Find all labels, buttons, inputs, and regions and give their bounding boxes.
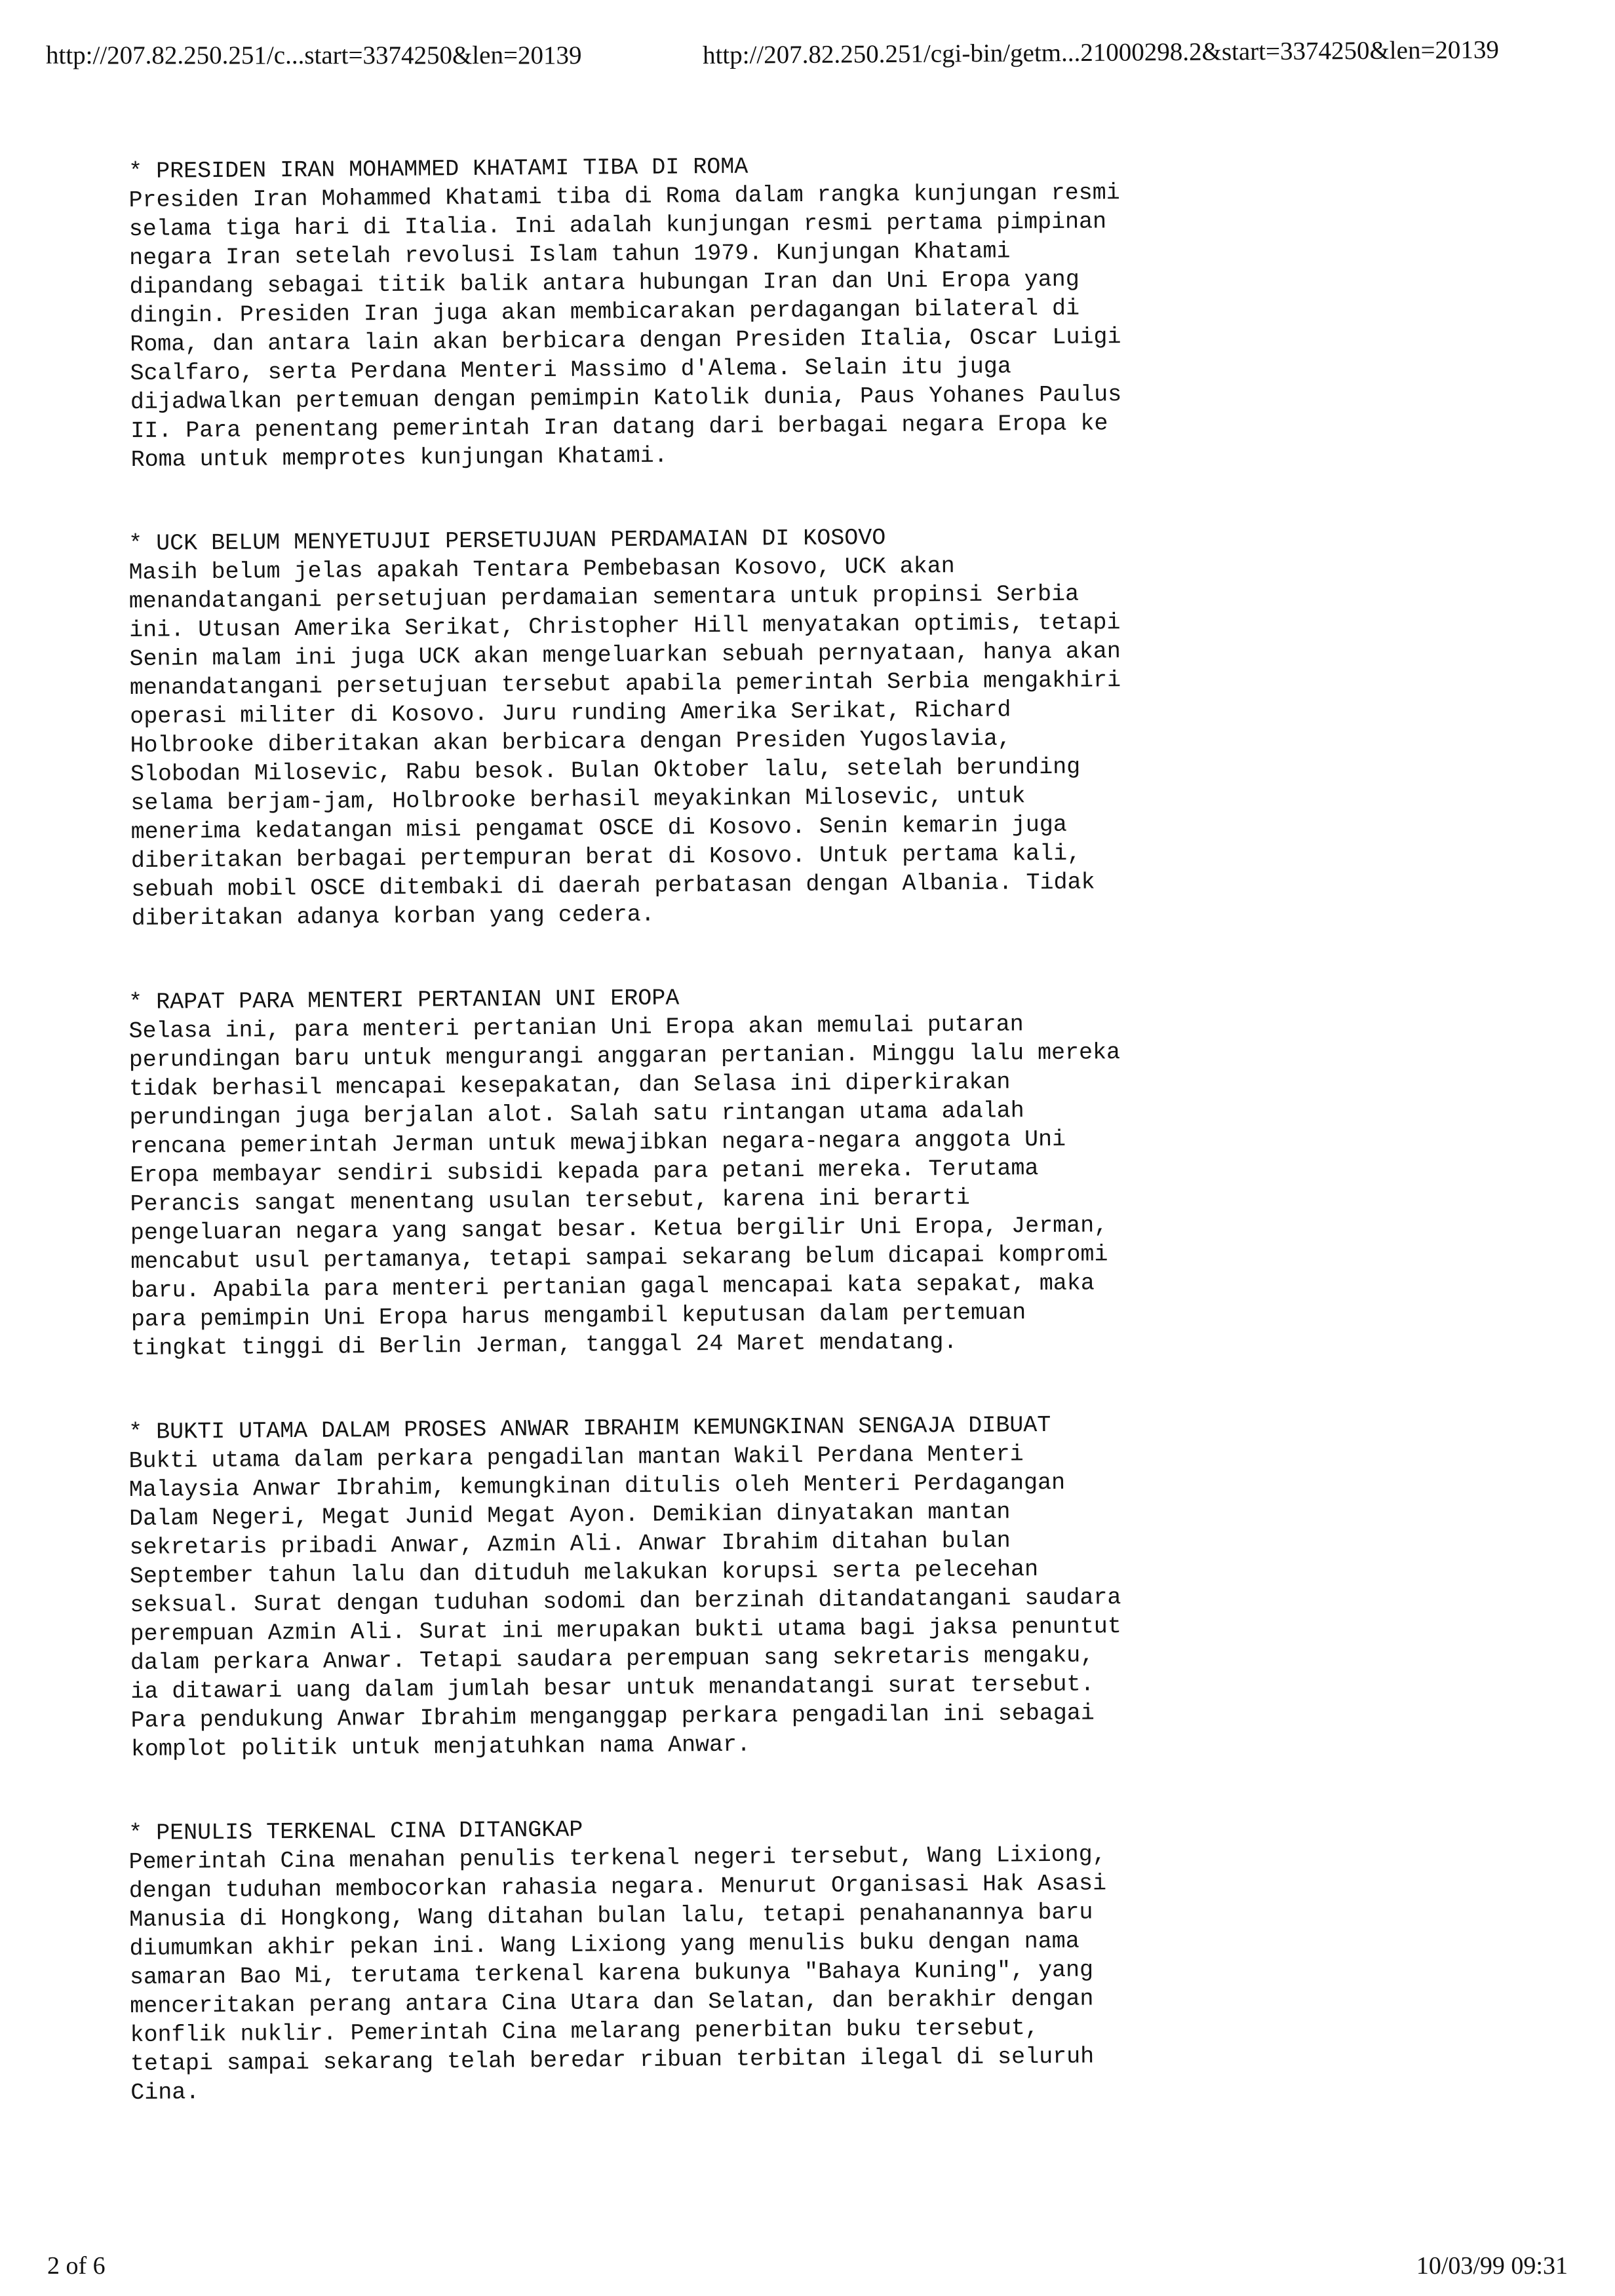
article-body: Bukti utama dalam perkara pengadilan mantan Wakil Perdana Menteri Malaysia Anwar Ibrahim, kemungkinan ditulis oleh Menteri Perdagangan Dalam Negeri, Megat Junid Megat Ayon. Demikian dinyatakan mantan sekretaris pribadi Anwar, Azmin Ali. Anwar Ibrahim ditahan bulan September tahun lalu dan dituduh melakukan korupsi serta pelecehan seksual. Surat dengan tuduhan sodomi dan berzinah ditandatangani saudara perempuan Azmin Ali. Surat ini merupakan bukti utama bagi jaksa penuntut dalam perkara Anwar. Tetapi saudara perempuan sang sekretaris mengaku, ia ditawari uang dalam jumlah besar untuk menandatangi surat tersebut. Para pendukung Anwar Ibrahim menganggap perkara pengadilan ini sebagai komplot politik untuk menjatuhkan nama Anwar.	[128, 1441, 1121, 1763]
article-khatami	[128, 147, 1363, 474]
article-body: Pemerintah Cina menahan penulis terkenal negeri tersebut, Wang Lixiong, dengan tuduhan membocorkan rahasia negara. Menurut Organisasi Hak Asasi Manusia di Hongkong, Wang ditahan bulan lalu, tetapi penahanannya baru diumumkan akhir pekan ini. Wang Lixiong yang menulis buku dengan nama samaran Bao Mi, terutama terkenal karena bukunya "Bahaya Kuning", yang menceritakan perang antara Cina Utara dan Selatan, dan berakhir dengan konflik nuklir. Pemerintah Cina melarang penerbitan buku tersebut, tetapi sampai sekarang telah beredar ribuan terbitan ilegal di seluruh Cina.	[128, 1841, 1107, 2106]
article-eu-agriculture	[128, 978, 1363, 1363]
header-url-left: http://207.82.250.251/c...start=3374250&len=20139	[46, 41, 582, 69]
article-anwar-ibrahim	[128, 1408, 1363, 1764]
article-list	[128, 153, 1361, 2107]
page-number: 2 of 6	[47, 2252, 106, 2280]
article-kosovo	[128, 520, 1364, 933]
article-title: * PRESIDEN IRAN MOHAMMED KHATAMI TIBA DI ROMA	[128, 153, 749, 185]
print-datetime: 10/03/99 09:31	[1416, 2252, 1568, 2280]
article-title: * UCK BELUM MENYETUJUI PERSETUJUAN PERDAMAIAN DI KOSOVO	[128, 524, 886, 557]
print-header	[46, 35, 1573, 73]
article-title: * PENULIS TERKENAL CINA DITANGKAP	[128, 1816, 583, 1846]
article-china-writer	[128, 1809, 1363, 2107]
article-body: Masih belum jelas apakah Tentara Pembebasan Kosovo, UCK akan menandatangani persetujuan perdamaian sementara untuk propinsi Serbia ini. Utusan Amerika Serikat, Christopher Hill menyatakan optimis, tetapi Senin malam ini juga UCK akan mengeluarkan sebuah pernyataan, hanya akan menandatangani persetujuan tersebut apabila pemerintah Serbia mengakhiri operasi militer di Kosovo. Juru runding Amerika Serikat, Richard Holbrooke diberitakan akan berbicara dengan Presiden Yugoslavia, Slobodan Milosevic, Rabu besok. Bulan Oktober lalu, setelah berunding selama berjam-jam, Holbrooke berhasil meyakinkan Milosevic, untuk menerima kedatangan misi pengamat OSCE di Kosovo. Senin kemarin juga diberitakan berbagai pertempuran berat di Kosovo. Untuk pertama kali, sebuah mobil OSCE ditembaki di daerah perbatasan dengan Albania. Tidak diberitakan adanya korban yang cedera.	[128, 553, 1121, 932]
article-body: Selasa ini, para menteri pertanian Uni Eropa akan memulai putaran perundingan baru untuk mengurangi anggaran pertanian. Minggu lalu mereka tidak berhasil mencapai kesepakatan, dan Selasa ini diperkirakan perundingan juga berjalan alot. Salah satu rintangan utama adalah rencana pemerintah Jerman untuk mewajibkan negara-negara anggota Uni Eropa membayar sendiri subsidi kepada para petani mereka. Terutama Perancis sangat menentang usulan tersebut, karena ini berarti pengeluaran negara yang sangat besar. Ketua bergilir Uni Eropa, Jerman, mencabut usul pertamanya, tetapi sampai sekarang belum dicapai kompromi baru. Apabila para menteri pertanian gagal mencapai kata sepakat, maka para pemimpin Uni Eropa harus mengambil keputusan dalam pertemuan tingkat tinggi di Berlin Jerman, tanggal 24 Maret mendatang.	[128, 1011, 1121, 1362]
print-footer	[47, 2251, 1568, 2280]
article-title: * BUKTI UTAMA DALAM PROSES ANWAR IBRAHIM KEMUNGKINAN SENGAJA DIBUAT	[128, 1411, 1051, 1445]
article-title: * RAPAT PARA MENTERI PERTANIAN UNI EROPA	[128, 985, 680, 1016]
article-body: Presiden Iran Mohammed Khatami tiba di Roma dalam rangka kunjungan resmi selama tiga hari di Italia. Ini adalah kunjungan resmi pertama pimpinan negara Iran setelah revolusi Islam tahun 1979. Kunjungan Khatami dipandang sebagai titik balik antara hubungan Iran dan Uni Eropa yang dingin. Presiden Iran juga akan membicarakan perdagangan bilateral di Roma, dan antara lain akan berbicara dengan Presiden Italia, Oscar Luigi Scalfaro, serta Perdana Menteri Massimo d'Alema. Selain itu juga dijadwalkan pertemuan dengan pemimpin Katolik dunia, Paus Yohanes Paulus II. Para penentang pemerintah Iran datang dari berbagai negara Eropa ke Roma untuk memprotes kunjungan Khatami.	[128, 180, 1122, 473]
header-url-right: http://207.82.250.251/cgi-bin/getm...21000298.2&start=3374250&len=20139	[702, 35, 1500, 69]
